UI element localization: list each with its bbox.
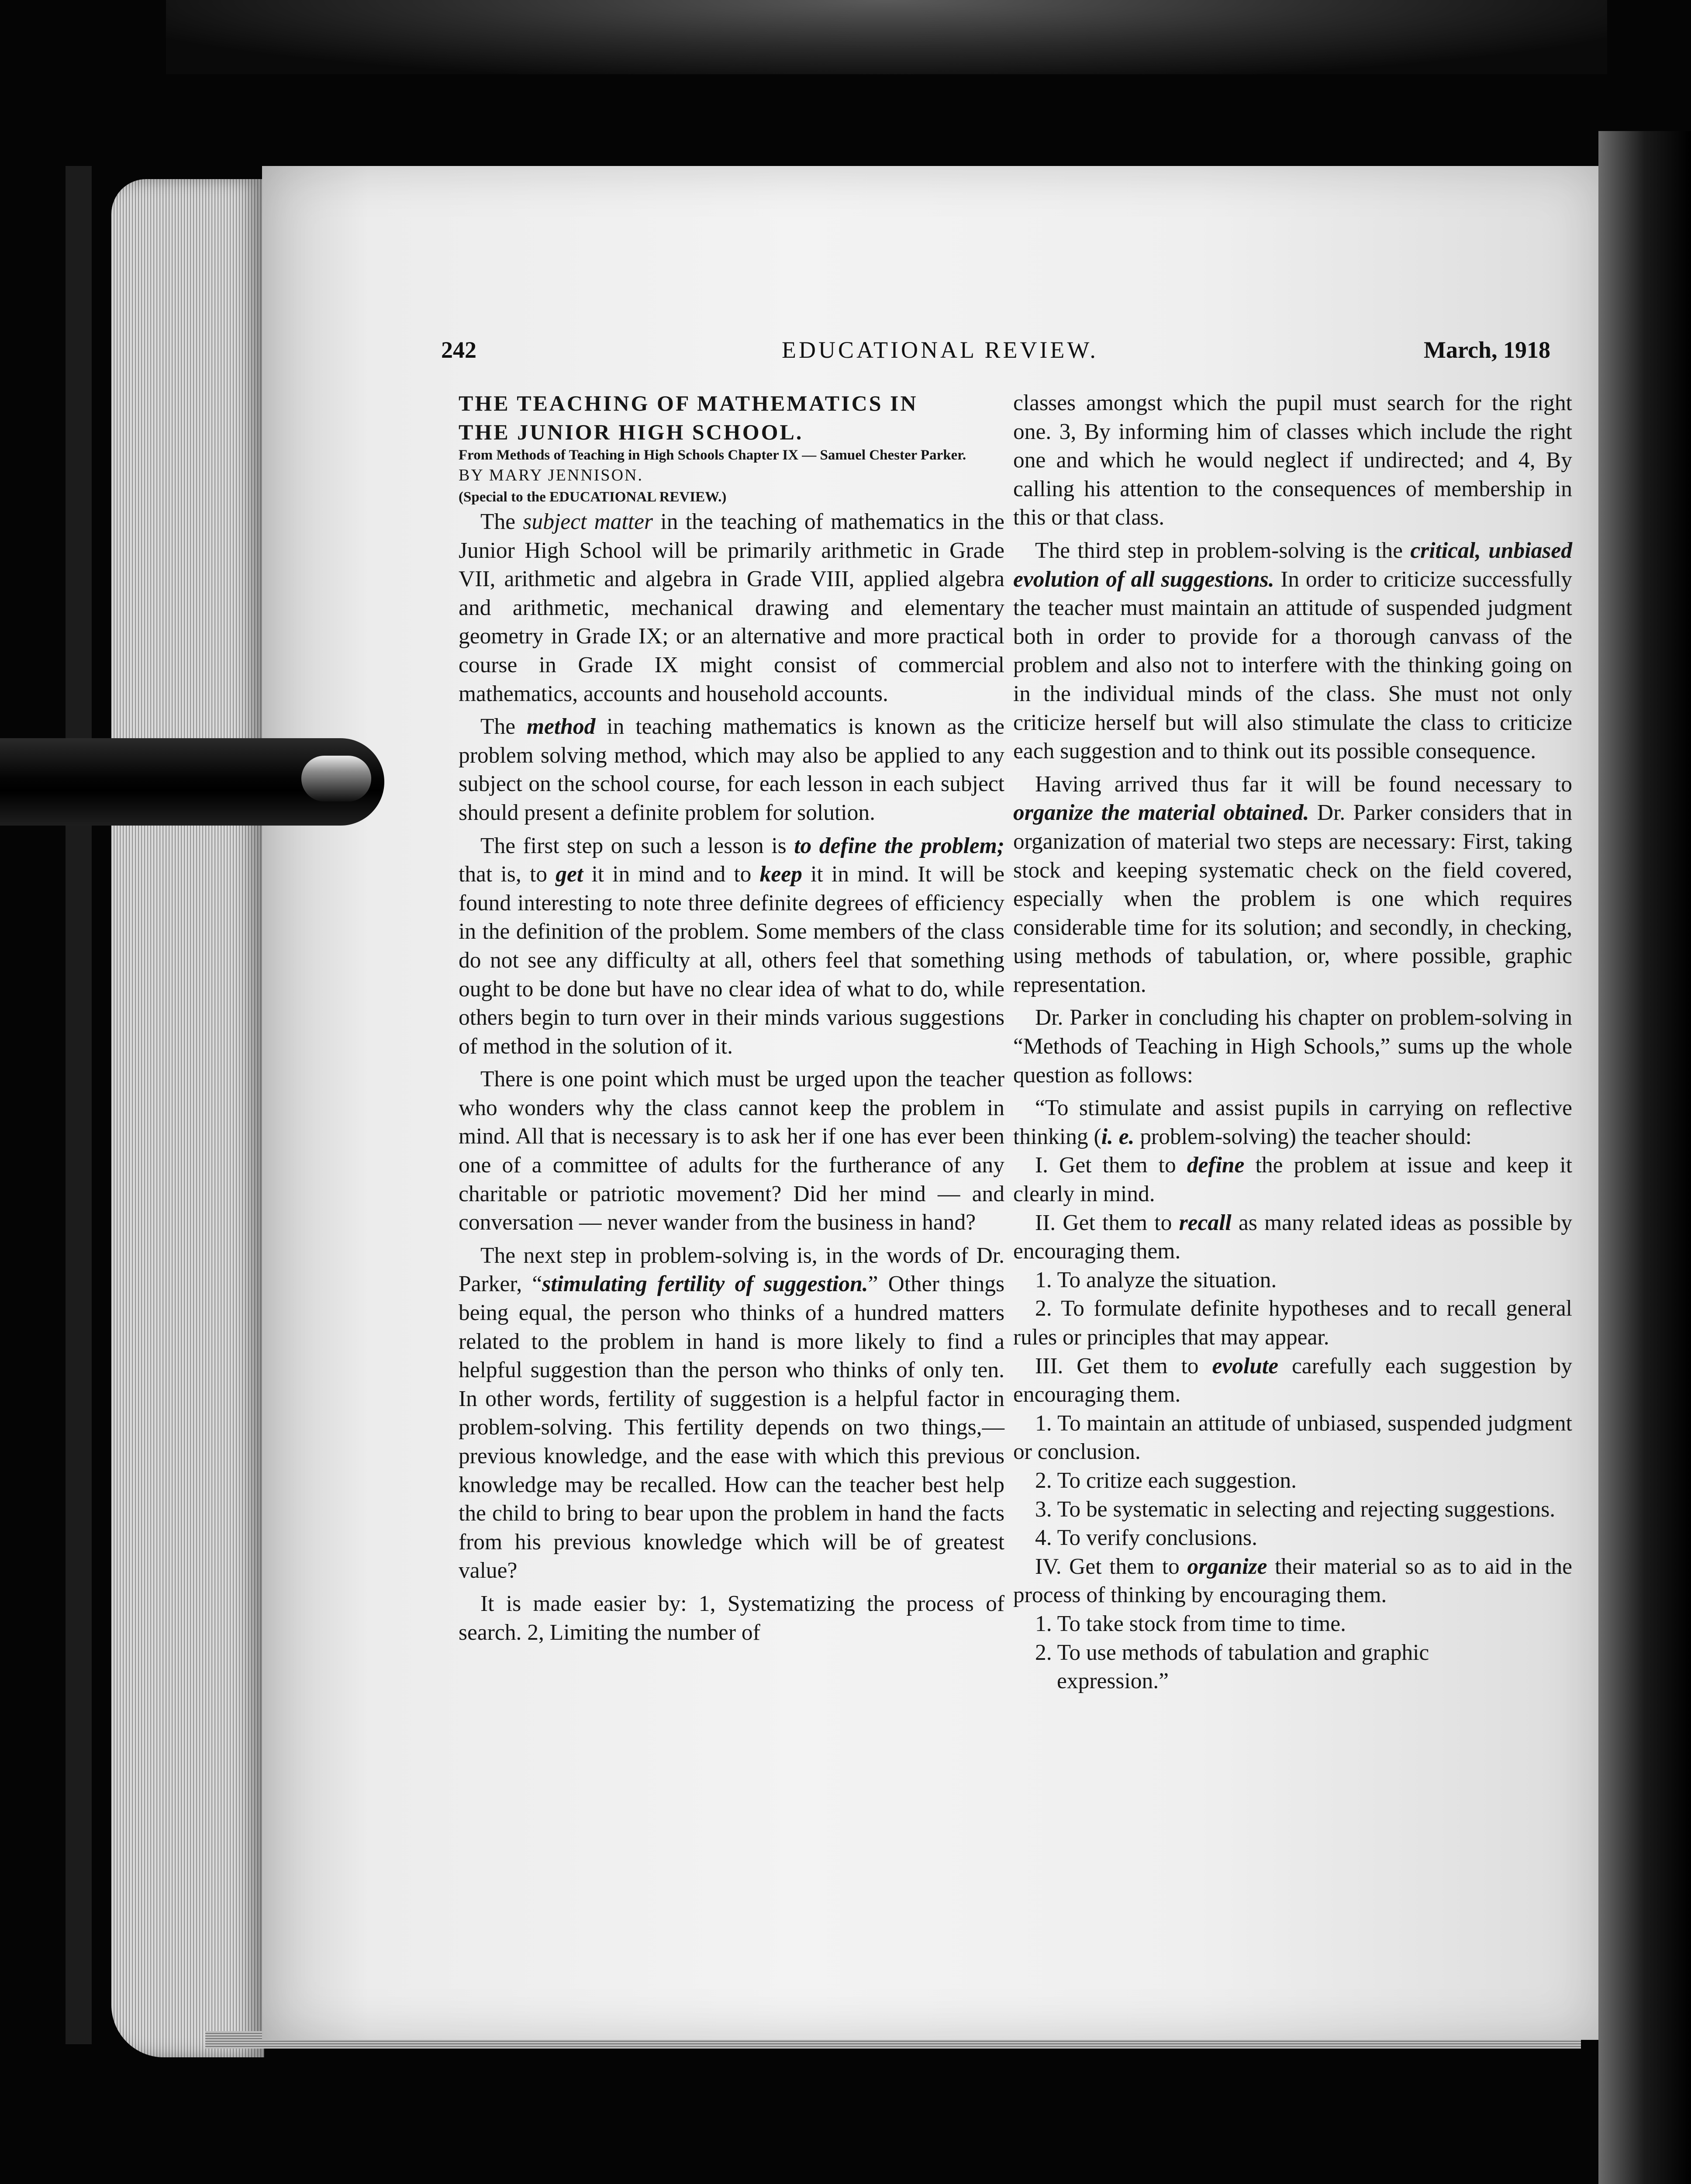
issue-date: March, 1918 (1424, 337, 1550, 363)
list-item-ii-2: 2. To formulate definite hypotheses and to recall general rules or principles that may appear. (1013, 1296, 1572, 1350)
book-cover-edge (66, 166, 92, 2044)
list-item-iv-2-continued: expression.” (1057, 1669, 1169, 1694)
list-item-iv-1: 1. To take stock from time to time. (1035, 1611, 1346, 1636)
special-note: (Special to the EDUCATIONAL REVIEW.) (459, 489, 727, 505)
paragraph-third-step: The third step in problem-solving is the critical, unbiased evolution of all suggestions. In order to criticize successfully the teacher must maintain an attitude of suspended judgment both in order to provide for a thorough canvass of the problem and also not to interfere with the thinking going on in the individual minds of the class. She must not only criticize herself but will also stimulate the class to criticize each suggestion and to think out its possible consequence. (1013, 538, 1573, 764)
list-item-ii: II. Get them to recall as many related ideas as possible by encouraging them. (1013, 1210, 1572, 1264)
paragraph-first-step: The first step on such a lesson is to define the problem; that is, to get it in mind and to keep it in mind. It will be found interesting to note three definite degrees of efficiency in the definition of the problem. Some members of the class do not see any difficulty at all, others feel that something ought to be done but have no clear idea of what to do, while others begin to turn over in their minds various suggestions of method in the solution of it. (459, 833, 1004, 1059)
page-edges-stack (111, 179, 264, 2057)
top-shadow-area (166, 0, 1607, 74)
page-number: 242 (441, 337, 476, 363)
paragraph-quote-intro: “To stimulate and assist pupils in carrying on reflective thinking (i. e. problem-solving) the teacher should: (1013, 1095, 1572, 1149)
article-byline: BY MARY JENNISON. (459, 466, 643, 484)
article-title-line1: THE TEACHING OF MATHEMATICS IN (459, 391, 918, 415)
list-item-iii-4: 4. To verify conclusions. (1035, 1525, 1257, 1551)
list-item-iii-1: 1. To maintain an attitude of unbiased, suspended judgment or conclusion. (1013, 1410, 1572, 1465)
article-title-line2: THE JUNIOR HIGH SCHOOL. (459, 420, 804, 444)
list-item-iii-3: 3. To be systematic in selecting and rejecting suggestions. (1035, 1496, 1556, 1522)
paragraph-made-easier: It is made easier by: 1, Systematizing the process of search. 2, Limiting the number of (459, 1591, 1004, 1645)
paragraph-method: The method in teaching mathematics is known as the problem solving method, which may also be applied to any subject on the school course, for each lesson in each subject should present a definite problem for solution. (459, 714, 1004, 825)
list-item-ii-1: 1. To analyze the situation. (1035, 1267, 1277, 1292)
paragraph-subject-matter: The subject matter in the teaching of mathematics in the Junior High School will be primarily arithmetic in Grade VII, arithmetic and algebra in Grade VIII, applied algebra and arithmetic, mechanical drawing and elementary geometry in Grade IX; or an alternative and more practical course in Grade IX might consist of commercial mathematics, accounts and household accounts. (459, 509, 1004, 706)
left-column (459, 389, 1004, 1647)
thumb-nail (301, 756, 371, 802)
list-item-iii: III. Get them to evolute carefully each suggestion by encouraging them. (1013, 1353, 1572, 1407)
paragraph-organize: Having arrived thus far it will be found necessary to organize the material obtained. Dr. Parker considers that in organization of material two steps are necessary: First, taking stock and keeping systematic check on the field covered, especially when the problem is one which requires considerable time for its solution; and secondly, in checking, using methods of tabulation, or, where possible, graphic representation. (1013, 771, 1573, 997)
right-shadow-area (1598, 131, 1691, 2184)
list-item-iii-2: 2. To critize each suggestion. (1035, 1468, 1297, 1493)
list-item-iv: IV. Get them to organize their material so as to aid in the process of thinking by encouraging them. (1013, 1554, 1572, 1608)
list-item-i: I. Get them to define the problem at issue and keep it clearly in mind. (1013, 1153, 1573, 1207)
running-head: EDUCATIONAL REVIEW. (782, 337, 1098, 363)
article-source: From Methods of Teaching in High Schools Chapter IX — Samuel Chester Parker. (459, 447, 966, 463)
paragraph-next-step: The next step in problem-solving is, in the words of Dr. Parker, “stimulating fertility of suggestion.” Other things being equal, the person who thinks of a hundred matters related to the problem in hand is more likely to find a helpful suggestion than the person who thinks of only ten. In other words, fertility of suggestion is a helpful factor in problem-solving. This fertility depends on two things,—previous knowledge, and the ease with which this previous knowledge may be recalled. How can the teacher best help the child to bring to bear upon the problem in hand the facts from his previous knowledge which will be of greatest value? (459, 1243, 1004, 1583)
right-column (1013, 389, 1572, 1696)
paragraph-classes: classes amongst which the pupil must search for the right one. 3, By informing him of classes which include the right one and which he would neglect if undirected; and 4, By calling his attention to the consequences of membership in this or that class. (1013, 390, 1572, 530)
paragraph-concluding: Dr. Parker in concluding his chapter on problem-solving in “Methods of Teaching in High Schools,” sums up the whole question as follows: (1013, 1005, 1572, 1088)
paragraph-keep-in-mind: There is one point which must be urged upon the teacher who wonders why the class cannot keep the problem in mind. All that is necessary is to ask her if one has ever been one of a committee of adults for the furtherance of any charitable or patriotic movement? Did her mind — and conversation — never wander from the business in hand? (459, 1067, 1004, 1235)
list-item-iv-2: 2. To use methods of tabulation and graphic (1035, 1640, 1429, 1665)
